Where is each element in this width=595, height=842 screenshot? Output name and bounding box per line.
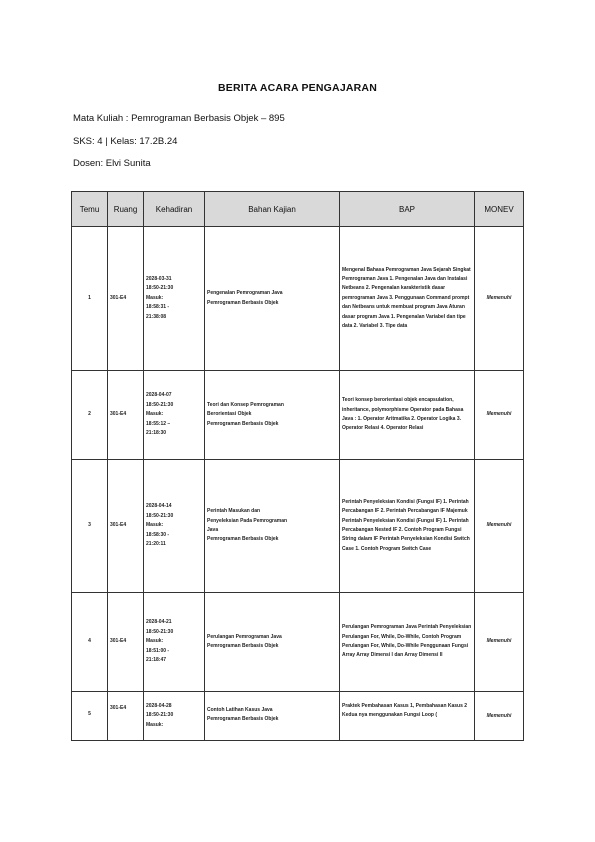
- cell-temu: 5: [72, 692, 108, 741]
- course-name: Mata Kuliah : Pemrograman Berbasis Objek – 895: [73, 113, 285, 124]
- cell-temu: 3: [72, 460, 108, 593]
- cell-bap: Perintah Penyeleksian Kondisi (Fungsi IF) 1. Perintah Percabangan IF 2. Perintah Percabangan IF Majemuk Perintah Penyeleksian Kondisi (Fungsi IF) 1. Perintah Percabangan Nested IF 2. Contoh Program Fungsi String dalam IF Perintah Penyeleksian Kondisi Switch Case 1. Contoh Program Switch Case: [340, 460, 475, 593]
- cell-bap: Mengenal Bahasa Pemrograman Java Sejarah Singkat Pemrograman Java 1. Pengenalan Java dan Instalasi Netbeans 2. Pengenalan karakteristik dasar pemrograman Java 3. Penggunaan Command prompt dan Netbeans untuk membuat program Java Aturan dasar program Java 1. Pengenalan Variabel dan tipe data 2. Variabel 3. Tipe data: [340, 227, 475, 371]
- cell-bap: Teori konsep berorientasi objek encapsulation, inheritance, polymorphisme Operator pada Bahasa Java : 1. Operator Aritmatika 2. Operator Logika 3. Operator Relasi 4. Operator Relasi: [340, 371, 475, 460]
- cell-monev: Memenuhi: [475, 460, 524, 593]
- cell-kehadiran: 2028-04-07 18:50-21:30 Masuk: 18:55:12 – 21:18:30: [144, 371, 205, 460]
- cell-bahan-kajian: Perulangan Pemrograman Java Pemrograman Berbasis Objek: [205, 593, 340, 692]
- cell-ruang: 301-E4: [108, 692, 144, 741]
- table-row: [72, 371, 524, 460]
- cell-kehadiran: 2028-04-21 18:50-21:30 Masuk: 18:51:00 - 21:18:47: [144, 593, 205, 692]
- header-temu: Temu: [72, 192, 108, 227]
- cell-bap: Perulangan Pemrograman Java Perintah Penyeleksian Perulangan For, While, Do-While, Contoh Program Perulangan For, While, Do-While Penggunaan Fungsi Array Array Dimensi I dan Array Dimensi II: [340, 593, 475, 692]
- cell-temu: 2: [72, 371, 108, 460]
- header-ruang: Ruang: [108, 192, 144, 227]
- lecturer: Dosen: Elvi Sunita: [73, 158, 151, 169]
- cell-bahan-kajian: Teori dan Konsep Pemrograman Berorientasi Objek Pemrograman Berbasis Objek: [205, 371, 340, 460]
- cell-ruang: 301-E4: [108, 371, 144, 460]
- header-bahan-kajian: Bahan Kajian: [205, 192, 340, 227]
- credits-class: SKS: 4 | Kelas: 17.2B.24: [73, 136, 178, 147]
- header-bap: BAP: [340, 192, 475, 227]
- cell-kehadiran: 2028-04-28 18:50-21:30 Masuk:: [144, 692, 205, 741]
- cell-kehadiran: 2028-04-14 18:50-21:30 Masuk: 18:58:30 - 21:20:11: [144, 460, 205, 593]
- cell-bahan-kajian: Perintah Masukan dan Penyeleksian Pada Pemrograman Java Pemrograman Berbasis Objek: [205, 460, 340, 593]
- table-row: [72, 460, 524, 593]
- cell-kehadiran: 2028-03-31 18:50-21:30 Masuk: 18:58:31 - 21:38:08: [144, 227, 205, 371]
- cell-bap: Praktek Pembahasan Kasus 1, Pembahasan Kasus 2 Kedua nya menggunakan Fungsi Loop (: [340, 692, 475, 741]
- header-kehadiran: Kehadiran: [144, 192, 205, 227]
- table-header-row: [72, 192, 524, 227]
- table-row: [72, 227, 524, 371]
- cell-ruang: 301-E4: [108, 460, 144, 593]
- cell-monev: Memenuhi: [475, 692, 524, 741]
- document-title: BERITA ACARA PENGAJARAN: [218, 82, 377, 94]
- cell-temu: 1: [72, 227, 108, 371]
- teaching-report-table: [71, 191, 524, 741]
- cell-ruang: 301-E4: [108, 227, 144, 371]
- cell-bahan-kajian: Contoh Latihan Kasus Java Pemrograman Berbasis Objek: [205, 692, 340, 741]
- cell-ruang: 301-E4: [108, 593, 144, 692]
- cell-monev: Memenuhi: [475, 371, 524, 460]
- table-row: [72, 593, 524, 692]
- cell-temu: 4: [72, 593, 108, 692]
- cell-monev: Memenuhi: [475, 593, 524, 692]
- table-row: [72, 692, 524, 741]
- cell-monev: Memenuhi: [475, 227, 524, 371]
- cell-bahan-kajian: Pengenalan Pemrograman Java Pemrograman Berbasis Objek: [205, 227, 340, 371]
- header-monev: MONEV: [475, 192, 524, 227]
